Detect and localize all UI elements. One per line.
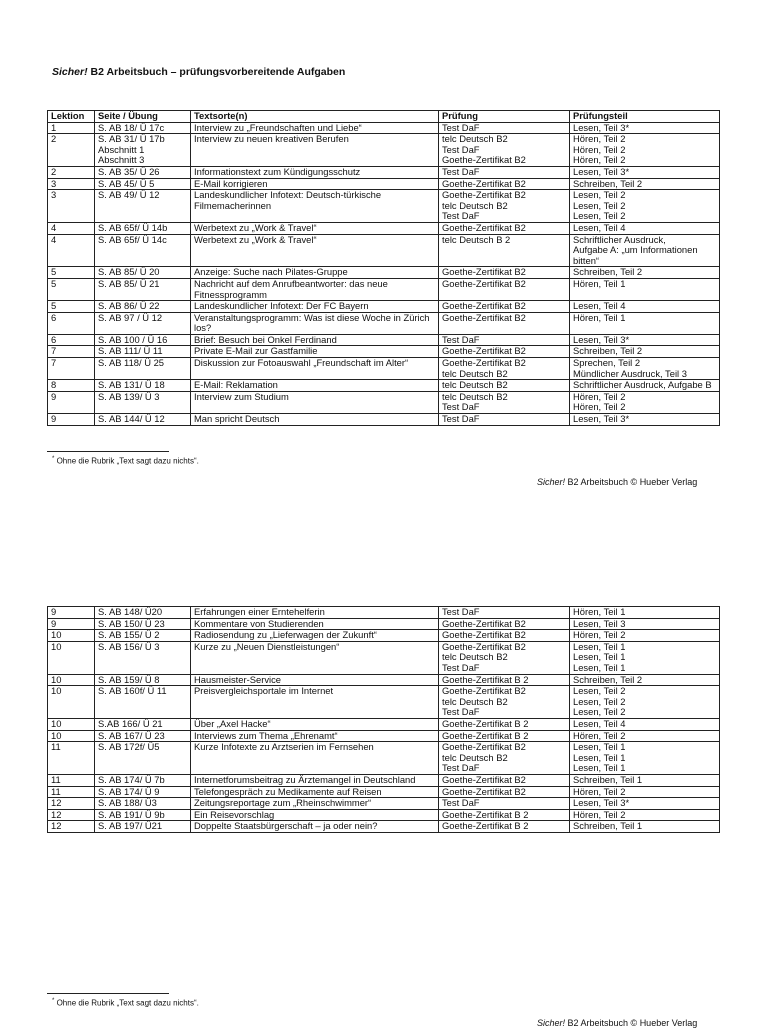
cell-lektion: 6: [48, 312, 95, 334]
cell-seite-uebung: S. AB 150/ Ü 23: [95, 618, 191, 630]
table-row: [48, 674, 720, 686]
cell-pruefung: Goethe-Zertifikat B2 telc Deutsch B2 Test DaF: [439, 686, 570, 719]
cell-lektion: 11: [48, 786, 95, 798]
cell-lektion: 6: [48, 334, 95, 346]
cell-lektion: 4: [48, 222, 95, 234]
table-row: [48, 312, 720, 334]
cell-pruefungsteil: Schreiben, Teil 1: [570, 821, 720, 833]
cell-pruefungsteil: Schreiben, Teil 2: [570, 178, 720, 190]
table-row: [48, 278, 720, 300]
cell-pruefungsteil: Schreiben, Teil 2: [570, 267, 720, 279]
cell-pruefungsteil: Lesen, Teil 4: [570, 222, 720, 234]
table-row: [48, 391, 720, 413]
cell-lektion: 11: [48, 742, 95, 775]
copyright-brand-2: Sicher!: [537, 1018, 566, 1028]
cell-lektion: 1: [48, 122, 95, 134]
cell-lektion: 10: [48, 730, 95, 742]
cell-pruefungsteil: Lesen, Teil 2 Lesen, Teil 2 Lesen, Teil 2: [570, 686, 720, 719]
table-row: [48, 222, 720, 234]
table-row: [48, 809, 720, 821]
cell-seite-uebung: S. AB 144/ Ü 12: [95, 414, 191, 426]
table-row: [48, 686, 720, 719]
cell-pruefungsteil: Hören, Teil 1: [570, 312, 720, 334]
cell-seite-uebung: S. AB 131/ Ü 18: [95, 380, 191, 392]
table-row: [48, 122, 720, 134]
cell-seite-uebung: S. AB 35/ Ü 26: [95, 166, 191, 178]
cell-pruefung: telc Deutsch B2 Test DaF Goethe-Zertifikat B2: [439, 134, 570, 167]
title-text: B2 Arbeitsbuch – prüfungsvorbereitende Aufgaben: [87, 66, 346, 78]
cell-pruefung: Goethe-Zertifikat B 2: [439, 821, 570, 833]
cell-seite-uebung: S. AB 160f/ Ü 11: [95, 686, 191, 719]
cell-textsorte: Ein Reisevorschlag: [191, 809, 439, 821]
cell-textsorte: Diskussion zur Fotoauswahl „Freundschaft im Alter“: [191, 358, 439, 380]
cell-pruefung: Test DaF: [439, 334, 570, 346]
cell-lektion: 10: [48, 686, 95, 719]
cell-pruefungsteil: Hören, Teil 2: [570, 786, 720, 798]
footnote-2: [52, 998, 199, 1008]
cell-pruefungsteil: Hören, Teil 2: [570, 630, 720, 642]
cell-pruefungsteil: Hören, Teil 1: [570, 607, 720, 619]
cell-pruefungsteil: Lesen, Teil 4: [570, 718, 720, 730]
cell-textsorte: Kurze zu „Neuen Dienstleistungen“: [191, 641, 439, 674]
cell-pruefung: telc Deutsch B2 Test DaF: [439, 391, 570, 413]
cell-pruefungsteil: Hören, Teil 2: [570, 809, 720, 821]
cell-pruefung: Goethe-Zertifikat B2: [439, 618, 570, 630]
cell-pruefungsteil: Lesen, Teil 3*: [570, 122, 720, 134]
cell-seite-uebung: S. AB 65f/ Ü 14c: [95, 234, 191, 267]
table-body-1: [48, 122, 720, 425]
cell-pruefungsteil: Lesen, Teil 1 Lesen, Teil 1 Lesen, Teil 1: [570, 641, 720, 674]
title-brand: Sicher!: [52, 66, 88, 78]
table-body-2: [48, 607, 720, 833]
cell-lektion: 8: [48, 380, 95, 392]
table-row: [48, 334, 720, 346]
cell-pruefung: Test DaF: [439, 166, 570, 178]
copyright: [537, 477, 697, 487]
cell-seite-uebung: S. AB 167/ Ü 23: [95, 730, 191, 742]
cell-textsorte: Erfahrungen einer Erntehelferin: [191, 607, 439, 619]
cell-pruefung: Goethe-Zertifikat B 2: [439, 718, 570, 730]
cell-textsorte: Brief: Besuch bei Onkel Ferdinand: [191, 334, 439, 346]
cell-textsorte: Kommentare von Studierenden: [191, 618, 439, 630]
cell-lektion: 5: [48, 267, 95, 279]
cell-pruefung: Test DaF: [439, 607, 570, 619]
cell-lektion: 11: [48, 774, 95, 786]
cell-textsorte: Hausmeister-Service: [191, 674, 439, 686]
cell-seite-uebung: S. AB 85/ Ü 20: [95, 267, 191, 279]
cell-pruefung: Goethe-Zertifikat B2: [439, 774, 570, 786]
cell-pruefungsteil: Lesen, Teil 4: [570, 301, 720, 313]
table-row: [48, 166, 720, 178]
cell-pruefungsteil: Lesen, Teil 3*: [570, 166, 720, 178]
cell-pruefung: Goethe-Zertifikat B2 telc Deutsch B2 Test DaF: [439, 742, 570, 775]
cell-textsorte: Informationstext zum Kündigungsschutz: [191, 166, 439, 178]
cell-lektion: 9: [48, 607, 95, 619]
table-row: [48, 380, 720, 392]
cell-seite-uebung: S. AB 155/ Ü 2: [95, 630, 191, 642]
cell-textsorte: Veranstaltungsprogramm: Was ist diese Woche in Zürich los?: [191, 312, 439, 334]
table-row: [48, 346, 720, 358]
table-row: [48, 742, 720, 775]
cell-seite-uebung: S. AB 197/ Ü21: [95, 821, 191, 833]
cell-pruefungsteil: Lesen, Teil 3: [570, 618, 720, 630]
cell-pruefung: Test DaF: [439, 414, 570, 426]
cell-lektion: 12: [48, 809, 95, 821]
footnote-mark-2: *: [52, 998, 55, 1004]
cell-textsorte: Man spricht Deutsch: [191, 414, 439, 426]
cell-seite-uebung: S. AB 191/ Ü 9b: [95, 809, 191, 821]
cell-lektion: 4: [48, 234, 95, 267]
cell-lektion: 2: [48, 166, 95, 178]
cell-pruefung: Goethe-Zertifikat B2: [439, 346, 570, 358]
cell-textsorte: Nachricht auf dem Anrufbeantworter: das neue Fitnessprogramm: [191, 278, 439, 300]
cell-textsorte: Über „Axel Hacke“: [191, 718, 439, 730]
cell-seite-uebung: S. AB 156/ Ü 3: [95, 641, 191, 674]
cell-textsorte: Kurze Infotexte zu Arztserien im Fernsehen: [191, 742, 439, 775]
cell-lektion: 12: [48, 821, 95, 833]
table-row: [48, 774, 720, 786]
table-row: [48, 630, 720, 642]
cell-pruefung: telc Deutsch B2: [439, 380, 570, 392]
cell-pruefungsteil: Schriftlicher Ausdruck, Aufgabe A: „um Informationen bitten“: [570, 234, 720, 267]
table-row: [48, 190, 720, 223]
cell-pruefung: Goethe-Zertifikat B2: [439, 178, 570, 190]
table-header-row: [48, 111, 720, 123]
cell-textsorte: Landeskundlicher Infotext: Deutsch-türkische Filmemacherinnen: [191, 190, 439, 223]
table-row: [48, 414, 720, 426]
header-seite-uebung: Seite / Übung: [95, 111, 191, 123]
copyright-text: B2 Arbeitsbuch © Hueber Verlag: [565, 477, 698, 487]
cell-pruefung: Goethe-Zertifikat B 2: [439, 809, 570, 821]
table-row: [48, 267, 720, 279]
cell-textsorte: Interview zu neuen kreativen Berufen: [191, 134, 439, 167]
cell-pruefungsteil: Lesen, Teil 2 Lesen, Teil 2 Lesen, Teil 2: [570, 190, 720, 223]
cell-seite-uebung: S. AB 174/ Ü 7b: [95, 774, 191, 786]
table-row: [48, 234, 720, 267]
cell-lektion: 7: [48, 346, 95, 358]
table-row: [48, 134, 720, 167]
cell-lektion: 9: [48, 414, 95, 426]
cell-seite-uebung: S. AB 188/ Ü3: [95, 798, 191, 810]
cell-seite-uebung: S. AB 65f/ Ü 14b: [95, 222, 191, 234]
cell-lektion: 9: [48, 391, 95, 413]
cell-textsorte: Interview zum Studium: [191, 391, 439, 413]
footnote: [52, 456, 199, 466]
table-row: [48, 821, 720, 833]
table-row: [48, 786, 720, 798]
cell-textsorte: Private E-Mail zur Gastfamilie: [191, 346, 439, 358]
cell-seite-uebung: S. AB 97 / Ü 12: [95, 312, 191, 334]
cell-pruefungsteil: Schreiben, Teil 2: [570, 346, 720, 358]
cell-pruefung: telc Deutsch B 2: [439, 234, 570, 267]
cell-pruefung: Goethe-Zertifikat B2: [439, 630, 570, 642]
cell-pruefungsteil: Hören, Teil 2 Hören, Teil 2 Hören, Teil 2: [570, 134, 720, 167]
footnote-text-2: Ohne die Rubrik „Text sagt dazu nichts“.: [54, 998, 199, 1008]
cell-pruefungsteil: Schreiben, Teil 2: [570, 674, 720, 686]
cell-pruefung: Goethe-Zertifikat B2: [439, 267, 570, 279]
cell-textsorte: E-Mail korrigieren: [191, 178, 439, 190]
cell-pruefung: Goethe-Zertifikat B2: [439, 222, 570, 234]
cell-textsorte: Landeskundlicher Infotext: Der FC Bayern: [191, 301, 439, 313]
cell-seite-uebung: S.AB 166/ Ü 21: [95, 718, 191, 730]
footnote-divider: [47, 451, 169, 452]
cell-textsorte: Werbetext zu „Work & Travel“: [191, 234, 439, 267]
exam-table-page-1: [47, 110, 720, 426]
cell-textsorte: Werbetext zu „Work & Travel“: [191, 222, 439, 234]
table-row: [48, 301, 720, 313]
cell-lektion: 10: [48, 674, 95, 686]
cell-textsorte: Telefongespräch zu Medikamente auf Reisen: [191, 786, 439, 798]
table-row: [48, 641, 720, 674]
cell-lektion: 10: [48, 630, 95, 642]
cell-seite-uebung: S. AB 45/ Ü 5: [95, 178, 191, 190]
table-row: [48, 607, 720, 619]
cell-pruefung: Goethe-Zertifikat B2 telc Deutsch B2 Test DaF: [439, 641, 570, 674]
footnote-mark: *: [52, 456, 55, 462]
cell-lektion: 10: [48, 718, 95, 730]
cell-pruefungsteil: Lesen, Teil 3*: [570, 414, 720, 426]
cell-pruefung: Goethe-Zertifikat B2 telc Deutsch B2 Test DaF: [439, 190, 570, 223]
cell-lektion: 5: [48, 278, 95, 300]
cell-seite-uebung: S. AB 118/ Ü 25: [95, 358, 191, 380]
exam-table-page-2: [47, 606, 720, 833]
cell-pruefungsteil: Lesen, Teil 3*: [570, 798, 720, 810]
cell-textsorte: Internetforumsbeitrag zu Ärztemangel in Deutschland: [191, 774, 439, 786]
cell-pruefung: Goethe-Zertifikat B2: [439, 301, 570, 313]
cell-pruefung: Goethe-Zertifikat B2 telc Deutsch B2: [439, 358, 570, 380]
cell-pruefung: Goethe-Zertifikat B 2: [439, 730, 570, 742]
cell-seite-uebung: S. AB 139/ Ü 3: [95, 391, 191, 413]
copyright-text-2: B2 Arbeitsbuch © Hueber Verlag: [565, 1018, 698, 1028]
table-row: [48, 798, 720, 810]
table-row: [48, 178, 720, 190]
cell-textsorte: Radiosendung zu „Lieferwagen der Zukunft“: [191, 630, 439, 642]
cell-pruefung: Test DaF: [439, 122, 570, 134]
cell-textsorte: Interviews zum Thema „Ehrenamt“: [191, 730, 439, 742]
page-title: [52, 66, 345, 78]
cell-lektion: 9: [48, 618, 95, 630]
cell-textsorte: Interview zu „Freundschaften und Liebe“: [191, 122, 439, 134]
cell-lektion: 10: [48, 641, 95, 674]
cell-lektion: 12: [48, 798, 95, 810]
footnote-text: Ohne die Rubrik „Text sagt dazu nichts“.: [54, 456, 199, 466]
cell-textsorte: Preisvergleichsportale im Internet: [191, 686, 439, 719]
cell-seite-uebung: S. AB 18/ Ü 17c: [95, 122, 191, 134]
cell-pruefungsteil: Lesen, Teil 3*: [570, 334, 720, 346]
header-pruefungsteil: Prüfungsteil: [570, 111, 720, 123]
cell-pruefungsteil: Hören, Teil 2: [570, 730, 720, 742]
header-textsorte: Textsorte(n): [191, 111, 439, 123]
cell-seite-uebung: S. AB 31/ Ü 17b Abschnitt 1 Abschnitt 3: [95, 134, 191, 167]
cell-seite-uebung: S. AB 49/ Ü 12: [95, 190, 191, 223]
cell-pruefung: Goethe-Zertifikat B2: [439, 786, 570, 798]
copyright-2: [537, 1018, 697, 1028]
cell-seite-uebung: S. AB 148/ Ü20: [95, 607, 191, 619]
cell-pruefungsteil: Schreiben, Teil 1: [570, 774, 720, 786]
cell-pruefung: Goethe-Zertifikat B2: [439, 312, 570, 334]
cell-textsorte: Doppelte Staatsbürgerschaft – ja oder nein?: [191, 821, 439, 833]
cell-pruefungsteil: Hören, Teil 2 Hören, Teil 2: [570, 391, 720, 413]
cell-lektion: 3: [48, 178, 95, 190]
cell-seite-uebung: S. AB 174/ Ü 9: [95, 786, 191, 798]
cell-pruefung: Test DaF: [439, 798, 570, 810]
cell-lektion: 7: [48, 358, 95, 380]
header-pruefung: Prüfung: [439, 111, 570, 123]
cell-lektion: 5: [48, 301, 95, 313]
cell-textsorte: E-Mail: Reklamation: [191, 380, 439, 392]
cell-lektion: 2: [48, 134, 95, 167]
cell-pruefungsteil: Hören, Teil 1: [570, 278, 720, 300]
cell-seite-uebung: S. AB 111/ Ü 11: [95, 346, 191, 358]
cell-seite-uebung: S. AB 85/ Ü 21: [95, 278, 191, 300]
cell-textsorte: Zeitungsreportage zum „Rheinschwimmer“: [191, 798, 439, 810]
copyright-brand: Sicher!: [537, 477, 566, 487]
cell-pruefung: Goethe-Zertifikat B2: [439, 278, 570, 300]
cell-lektion: 3: [48, 190, 95, 223]
table-row: [48, 618, 720, 630]
table-row: [48, 730, 720, 742]
table-row: [48, 358, 720, 380]
cell-seite-uebung: S. AB 100 / Ü 16: [95, 334, 191, 346]
cell-seite-uebung: S. AB 159/ Ü 8: [95, 674, 191, 686]
cell-pruefungsteil: Schriftlicher Ausdruck, Aufgabe B: [570, 380, 720, 392]
cell-pruefungsteil: Sprechen, Teil 2 Mündlicher Ausdruck, Teil 3: [570, 358, 720, 380]
cell-textsorte: Anzeige: Suche nach Pilates-Gruppe: [191, 267, 439, 279]
table-row: [48, 718, 720, 730]
footnote-divider-2: [47, 993, 169, 994]
cell-seite-uebung: S. AB 172f/ Ü5: [95, 742, 191, 775]
header-lektion: Lektion: [48, 111, 95, 123]
cell-seite-uebung: S. AB 86/ Ü 22: [95, 301, 191, 313]
cell-pruefung: Goethe-Zertifikat B 2: [439, 674, 570, 686]
cell-pruefungsteil: Lesen, Teil 1 Lesen, Teil 1 Lesen, Teil 1: [570, 742, 720, 775]
